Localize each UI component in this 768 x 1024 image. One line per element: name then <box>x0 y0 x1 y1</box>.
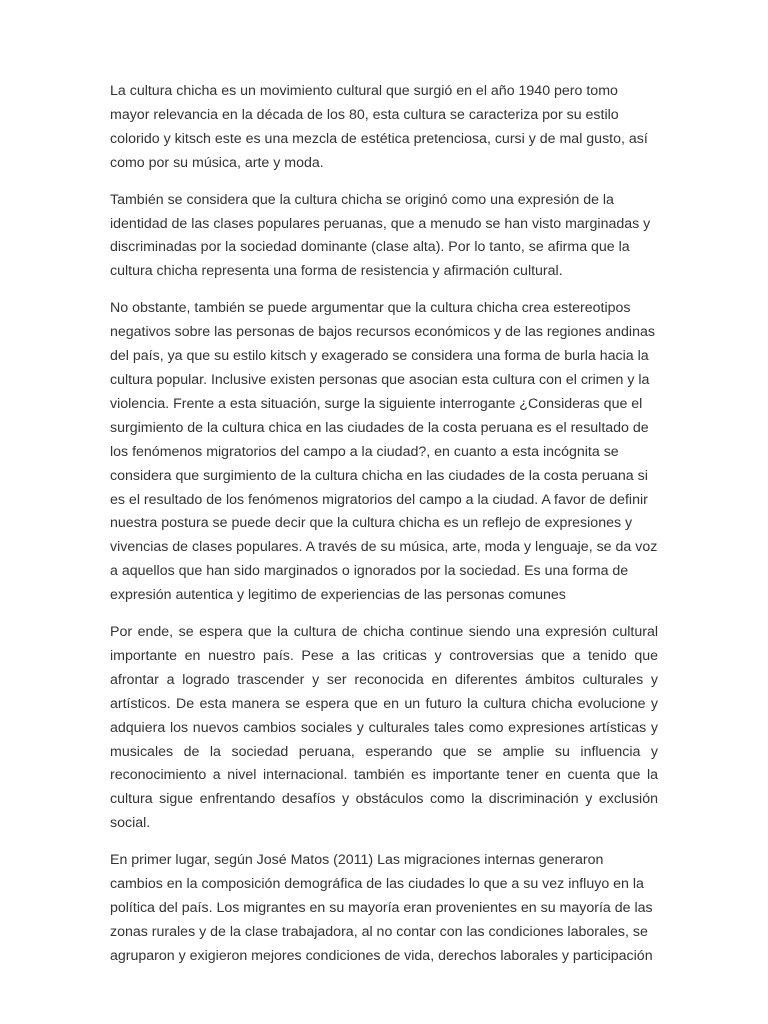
paragraph-line: identidad de las clases populares peruanas, que a menudo se han visto marginadas y <box>110 215 651 232</box>
paragraph-4 <box>110 621 658 836</box>
paragraph-line: surgimiento de la cultura chica en las ciudades de la costa peruana es el resultado de <box>110 419 649 436</box>
paragraph-line: considera que surgimiento de la cultura chicha en las ciudades de la costa peruana si <box>110 467 648 484</box>
paragraph-line: También se considera que la cultura chicha se originó como una expresión de la <box>110 191 614 208</box>
paragraph-line: cambios en la composición demográfica de las ciudades lo que a su vez influyo en la <box>110 876 644 893</box>
paragraph-line: No obstante, también se puede argumentar que la cultura chicha crea estereotipos <box>110 300 631 317</box>
paragraph-line: violencia. Frente a esta situación, surge la siguiente interrogante ¿Consideras que el <box>110 395 643 412</box>
paragraph-2 <box>110 189 658 285</box>
paragraph-line: musicales de la sociedad peruana, esperando que se amplie su influencia y <box>110 743 658 760</box>
paragraph-line: política del país. Los migrantes en su mayoría eran provenientes en su mayoría de las <box>110 900 653 916</box>
paragraph-line: cultura sigue enfrentando desafíos y obstáculos como la discriminación y exclusión <box>110 791 658 808</box>
paragraph-line: vivencias de clases populares. A través de su música, arte, moda y lenguaje, se da voz <box>110 539 658 556</box>
paragraph-line: Por ende, se espera que la cultura de chicha continue siendo una expresión cultural <box>110 624 658 641</box>
paragraph-line: como por su música, arte y moda. <box>110 154 324 171</box>
paragraph-line: afrontar a logrado trascender y ser reconocida en diferentes ámbitos culturales y <box>110 671 658 688</box>
paragraph-line: importante en nuestro país. Pese a las criticas y controversias que a tenido que <box>110 647 658 664</box>
paragraph-line: expresión autentica y legitimo de experiencias de las personas comunes <box>110 587 566 604</box>
paragraph-line: En primer lugar, según José Matos (2011) Las migraciones internas generaron <box>110 852 604 869</box>
paragraph-line: negativos sobre las personas de bajos recursos económicos y de las regiones andinas <box>110 324 655 341</box>
paragraph-line: cultura chicha representa una forma de resistencia y afirmación cultural. <box>110 263 563 280</box>
paragraph-line: artísticos. De esta manera se espera que en un futuro la cultura chicha evolucione y <box>110 695 658 712</box>
paragraph-line: es el resultado de los fenómenos migratorios del campo a la ciudad. A favor de definir <box>110 491 648 508</box>
paragraph-3 <box>110 297 658 608</box>
paragraph-line: agruparon y exigieron mejores condiciones de vida, derechos laborales y participación <box>110 947 653 964</box>
paragraph-line: nuestra postura se puede decir que la cultura chicha es un reflejo de expresiones y <box>110 515 633 532</box>
paragraph-line: adquiera los nuevos cambios sociales y culturales tales como expresiones artísticas y <box>110 719 658 736</box>
paragraph-line: los fenómenos migratorios del campo a la ciudad?, en cuanto a esta incógnita se <box>110 443 619 460</box>
paragraph-line: cultura popular. Inclusive existen personas que asocian esta cultura con el crimen y la <box>110 371 650 388</box>
paragraph-5 <box>110 849 658 969</box>
paragraph-line: La cultura chicha es un movimiento cultural que surgió en el año 1940 pero tomo <box>110 83 618 99</box>
document-page <box>110 80 658 982</box>
paragraph-line: a aquellos que han sido marginados o ignorados por la sociedad. Es una forma de <box>110 563 629 580</box>
paragraph-line: social. <box>110 815 151 832</box>
paragraph-line: reconocimiento a nivel internacional. también es importante tener en cuenta que la <box>110 767 658 784</box>
paragraph-line: colorido y kitsch este es una mezcla de estética pretenciosa, cursi y de mal gusto, así <box>110 130 648 147</box>
paragraph-line: mayor relevancia en la década de los 80, esta cultura se caracteriza por su estilo <box>110 106 619 123</box>
paragraph-1 <box>110 80 658 176</box>
paragraph-line: discriminadas por la sociedad dominante (clase alta). Por lo tanto, se afirma que la <box>110 239 630 256</box>
paragraph-line: del país, ya que su estilo kitsch y exagerado se considera una forma de burla hacia la <box>110 348 649 365</box>
paragraph-line: zonas rurales y de la clase trabajadora, al no contar con las condiciones laborales, se <box>110 923 648 940</box>
